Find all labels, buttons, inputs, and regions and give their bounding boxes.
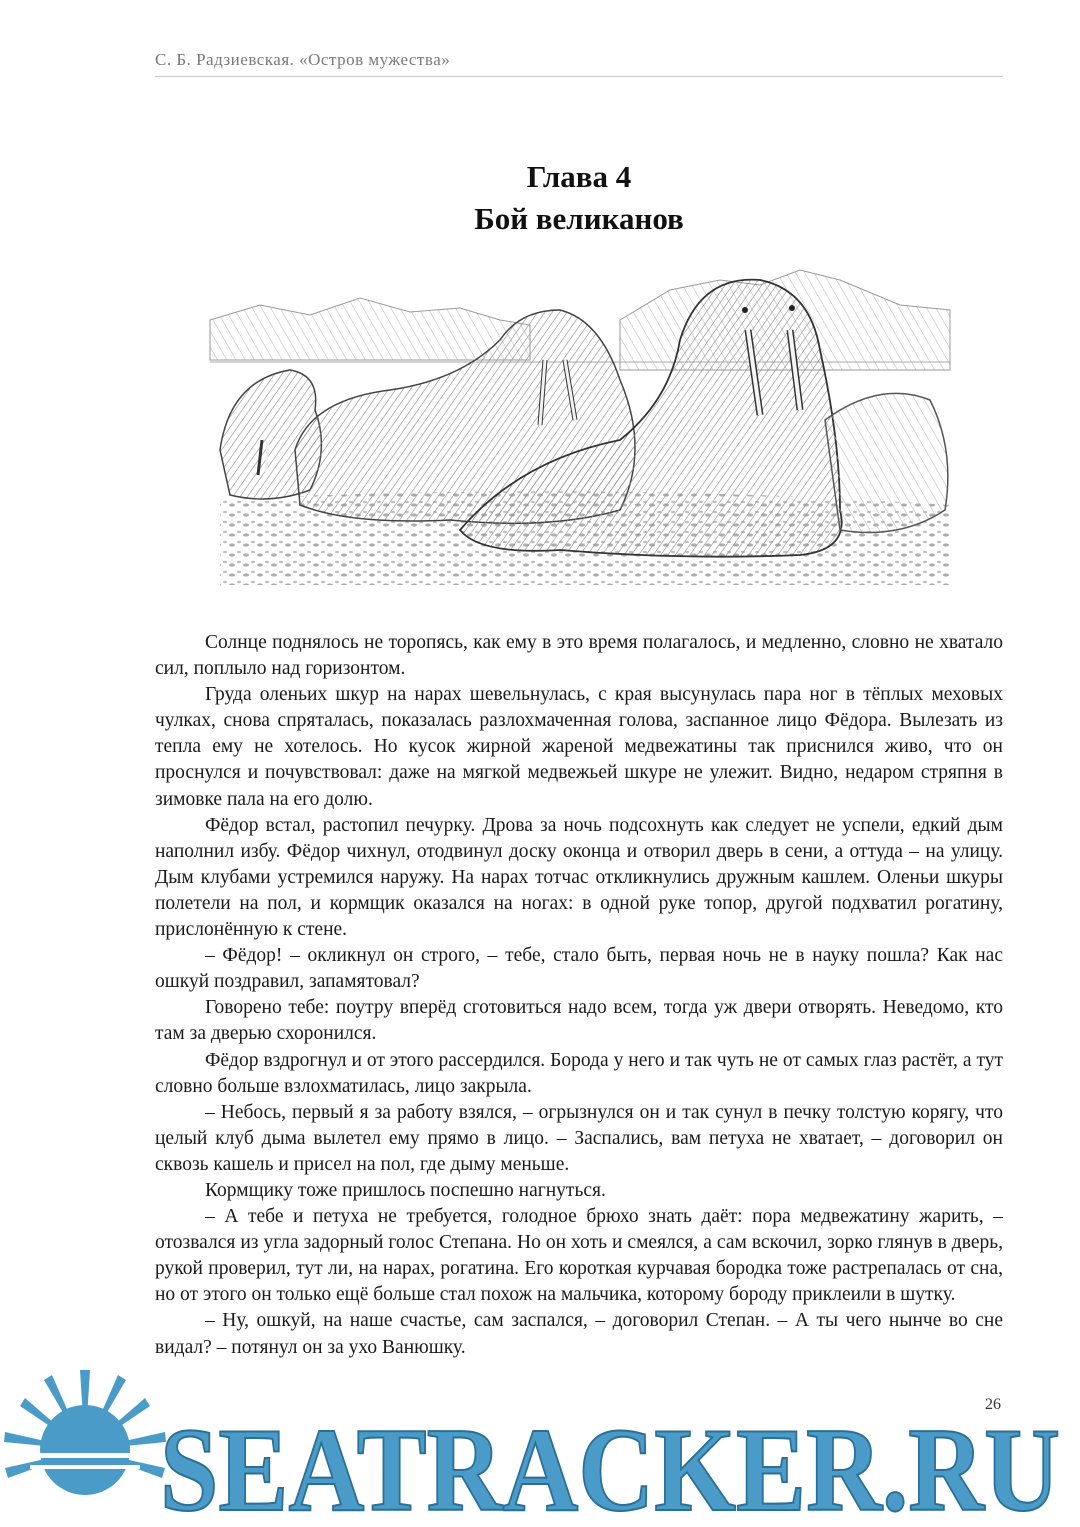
paragraph: Груда оленьих шкур на нарах шевельнулась, с края высунулась пара ног в тёплых меховых чулках, снова спряталась, показалась разлохмаченная голова, заспанное лицо Фёдора. Вылезать из тепла ему не хотелось. Но кусок жирной жареной медвежатины так приснился живо, что он проснулся и почувствовал: даже на мягкой медвежьей шкуре не улежит. Видно, недаром стряпня в зимовке пала на его долю.	[155, 684, 1003, 810]
watermark-text: SEATRACKER.RU	[160, 1403, 1060, 1527]
paragraph: – Ну, ошкуй, на наше счастье, сам заспался, – договорил Степан. – А ты чего нынче во сне видал? – потянул он за ухо Ванюшку.	[155, 1310, 1003, 1358]
chapter-heading	[155, 156, 1003, 240]
walrus-illustration-icon	[200, 250, 960, 595]
chapter-title: Бой великанов	[474, 201, 684, 236]
sun-logo-icon	[4, 1370, 166, 1495]
page-number: 26	[985, 1396, 1001, 1413]
paragraph: Кормщику тоже пришлось поспешно нагнуться.	[205, 1179, 606, 1201]
paragraph: – А тебе и петуха не требуется, голодное брюхо знать даёт: пора медвежатину жарить, – отозвался из угла задорный голос Степана. Но он хоть и смеялся, а сам вскочил, зорко глянув в дверь, рукой проверил, тут ли, на нарах, рогатина. Его короткая курчавая бородка тоже растрепалась от сна, но от этого он только ещё больше стал похож на мальчика, которому бороду приклеили в шутку.	[155, 1206, 1003, 1306]
paragraph: Солнце поднялось не торопясь, как ему в это время полагалось, и медленно, словно не хватало сил, поплыло над горизонтом.	[155, 632, 1003, 680]
paragraph: Фёдор вздрогнул и от этого рассердился. Борода у него и так чуть не от самых глаз растёт, а тут словно больше взлохматилась, лицо закрыла.	[155, 1049, 1003, 1097]
running-header: С. Б. Радзиевская. «Остров мужества»	[155, 50, 451, 69]
watermark	[0, 1370, 1080, 1527]
chapter-body	[155, 630, 1003, 1361]
paragraph: – Небось, первый я за работу взялся, – огрызнулся он и так сунул в печку толстую корягу, что целый клуб дыма вылетел ему прямо в лицо. – Заспались, вам петуха не хватает, – договорил он сквозь кашель и присел на пол, где дыму меньше.	[155, 1101, 1003, 1175]
header-divider	[155, 76, 1003, 77]
paragraph: Фёдор встал, растопил печурку. Дрова за ночь подсохнуть как следует не успели, едкий дым наполнил избу. Фёдор чихнул, отодвинул доску оконца и отворил дверь в сени, а оттуда – на улицу. Дым клубами устремился наружу. На нарах тотчас откликнулись дружным кашлем. Оленьи шкуры полетели на пол, и кормщик оказался на ногах: в одной руке топор, другой подхватил рогатину, прислонённую к стене.	[155, 814, 1003, 941]
paragraph: – Фёдор! – окликнул он строго, – тебе, стало быть, первая ночь не в науку пошла? Как нас ошкуй поздравил, запамятовал?	[155, 945, 1003, 993]
paragraph: Говорено тебе: поутру вперёд сготовиться надо всем, тогда уж двери отворять. Неведомо, кто там за дверью схоронился.	[155, 997, 1003, 1045]
chapter-number: Глава 4	[526, 159, 632, 194]
